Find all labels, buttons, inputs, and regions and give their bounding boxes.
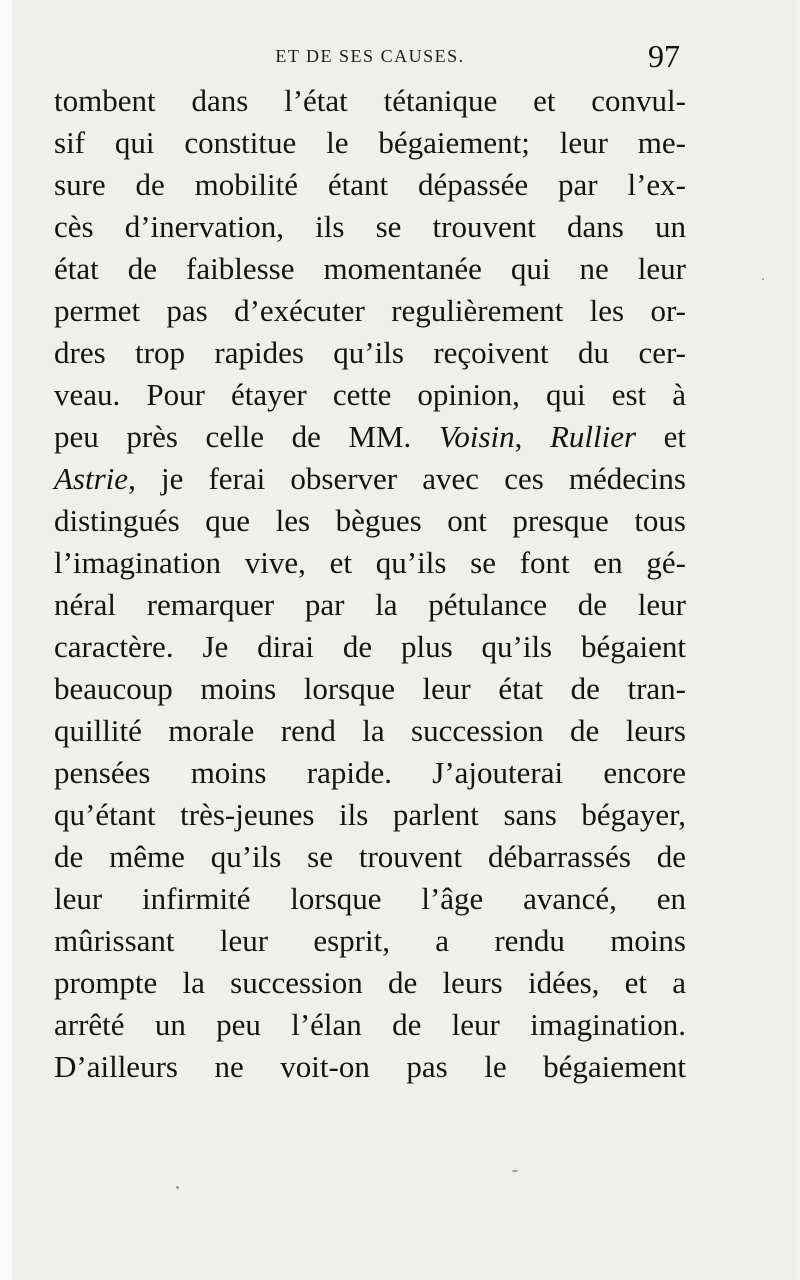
text-line	[54, 164, 686, 206]
text-line	[54, 668, 686, 710]
line-text: sure de mobilité étant dépassée par l’ex-	[54, 167, 686, 202]
line-text: dres trop rapides qu’ils reçoivent du cer-	[54, 335, 686, 370]
page-right-margin	[792, 0, 800, 1280]
line-text: arrêté un peu l’élan de leur imagination.	[54, 1007, 686, 1042]
text-line	[54, 80, 686, 122]
line-text: beaucoup moins lorsque leur état de tran-	[54, 671, 686, 706]
text-line	[54, 626, 686, 668]
text-line	[54, 920, 686, 962]
line-text: permet pas d’exécuter regulièrement les or-	[54, 293, 686, 328]
line-text: l’imagination vive, et qu’ils se font en gé-	[54, 545, 686, 580]
page-number: 97	[648, 38, 680, 74]
line-text: leur infirmité lorsque l’âge avancé, en	[54, 881, 686, 916]
text-line	[54, 416, 686, 458]
text-line	[54, 962, 686, 1004]
text-line	[54, 1004, 686, 1046]
line-text: peu près celle de MM.	[54, 419, 439, 454]
line-text: pensées moins rapide. J’ajouterai encore	[54, 755, 686, 790]
text-line	[54, 584, 686, 626]
line-text: état de faiblesse momentanée qui ne leur	[54, 251, 686, 286]
line-text: , je ferai observer avec ces médecins	[128, 461, 686, 496]
author-name-astrie: Astrie	[54, 461, 129, 496]
text-line	[54, 836, 686, 878]
body-text	[54, 80, 686, 1088]
text-line	[54, 752, 686, 794]
line-text: sif qui constitue le bégaiement; leur me-	[54, 125, 686, 160]
running-head	[54, 38, 686, 78]
line-text: D’ailleurs ne voit-on pas le bégaiement	[54, 1049, 686, 1084]
text-line	[54, 710, 686, 752]
line-text: veau. Pour étayer cette opinion, qui est à	[54, 377, 686, 412]
text-line	[54, 374, 686, 416]
page-left-margin	[0, 0, 12, 1280]
line-text: mûrissant leur esprit, a rendu moins	[54, 923, 686, 958]
text-line	[54, 332, 686, 374]
text-line	[54, 290, 686, 332]
line-text: caractère. Je dirai de plus qu’ils bégaient	[54, 629, 686, 664]
text-line	[54, 122, 686, 164]
author-name-voisin: Voisin	[438, 419, 515, 454]
paper-speck	[762, 278, 764, 280]
line-text: de même qu’ils se trouvent débarrassés de	[54, 839, 686, 874]
text-line	[54, 248, 686, 290]
text-line	[54, 1046, 686, 1088]
text-line	[54, 542, 686, 584]
line-text: cès d’inervation, ils se trouvent dans un	[54, 209, 686, 244]
text-line	[54, 794, 686, 836]
line-text: tombent dans l’état tétanique et convul-	[54, 83, 686, 118]
line-text: distingués que les bègues ont presque tous	[54, 503, 686, 538]
text-line	[54, 458, 686, 500]
running-title: ET DE SES CAUSES.	[275, 46, 465, 66]
line-text: quillité morale rend la succession de leurs	[54, 713, 686, 748]
line-text: prompte la succession de leurs idées, et a	[54, 965, 686, 1000]
text-line	[54, 206, 686, 248]
text-line	[54, 500, 686, 542]
line-text: ,	[514, 419, 550, 454]
paper-speck	[512, 1170, 518, 1172]
line-text: qu’étant très-jeunes ils parlent sans bégayer,	[54, 797, 686, 832]
paper-speck	[176, 1186, 179, 1189]
line-text: et	[636, 419, 686, 454]
author-name-rullier: Rullier	[549, 419, 637, 454]
line-text: néral remarquer par la pétulance de leur	[54, 587, 686, 622]
text-line	[54, 878, 686, 920]
